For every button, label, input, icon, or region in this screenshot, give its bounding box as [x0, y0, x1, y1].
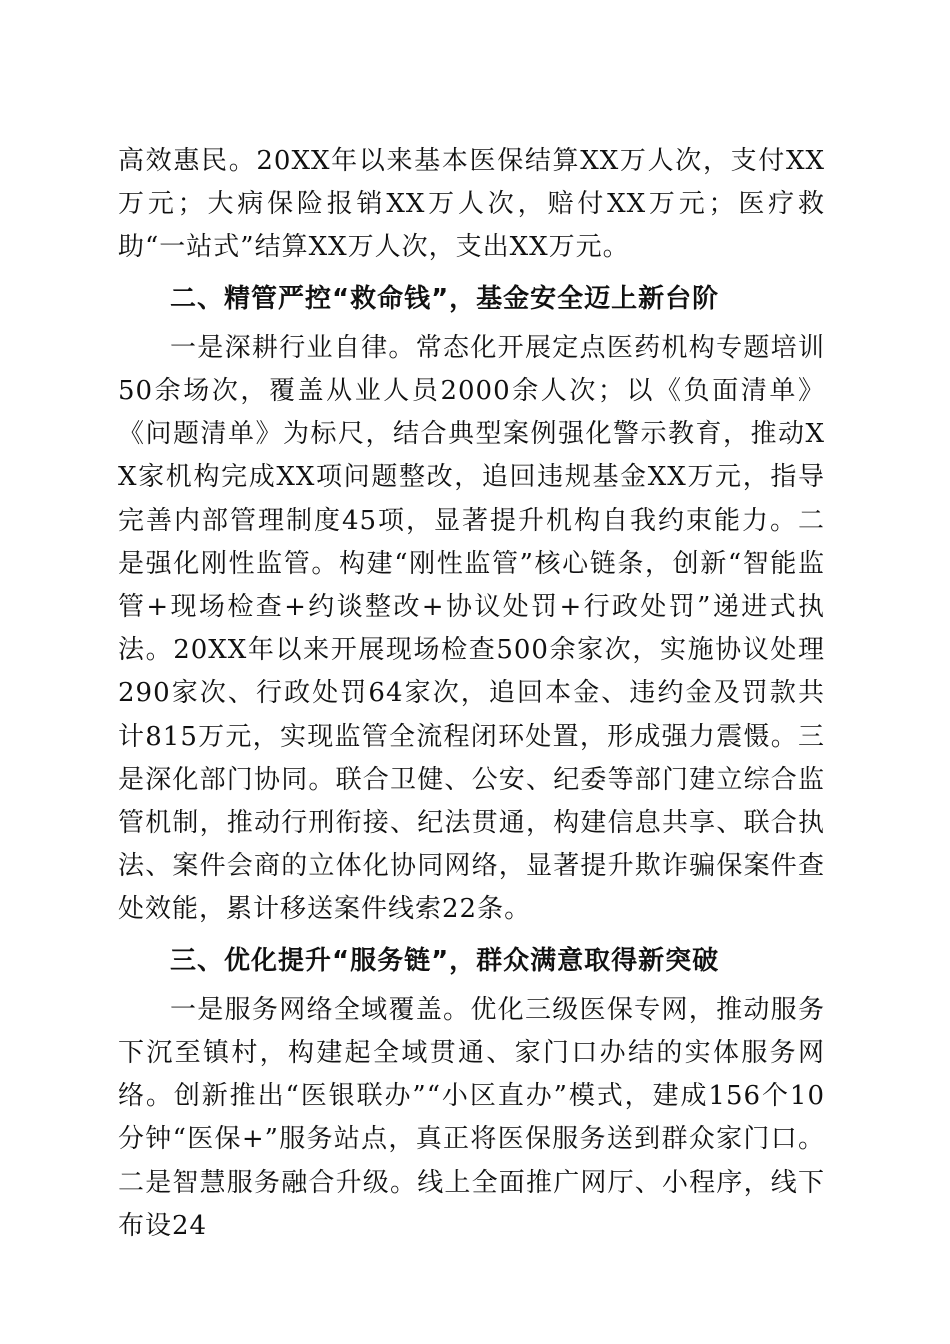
- section-heading-2: 二、精管严控“救命钱”，基金安全迈上新台阶: [170, 283, 720, 314]
- section-2-body: 一是深耕行业自律。常态化开展定点医药机构专题培训50余场次，覆盖从业人员2000余人次；以《负面清单》《问题清单》为标尺，结合典型案例强化警示教育，推动XX家机构完成XX项问题整改，追回违规基金XX万元，指导完善内部管理制度45项，显著提升机构自我约束能力。二是强化刚性监管。构建“刚性监管”核心链条，创新“智能监管+现场检查+约谈整改+协议处罚+行政处罚”递进式执法。20XX年以来开展现场检查500余家次，实施协议处理290家次、行政处罚64家次，追回本金、违约金及罚款共计815万元，实现监管全流程闭环处置，形成强力震慑。三是深化部门协同。联合卫健、公安、纪委等部门建立综合监管机制，推动行刑衔接、纪法贯通，构建信息共享、联合执法、案件会商的立体化协同网络，显著提升欺诈骗保案件查处效能，累计移送案件线索22条。: [118, 332, 825, 925]
- section-heading-3: 三、优化提升“服务链”，群众满意取得新突破: [170, 945, 720, 976]
- section-3-body: 一是服务网络全域覆盖。优化三级医保专网，推动服务下沉至镇村，构建起全域贯通、家门口办结的实体服务网络。创新推出“医银联办”“小区直办”模式，建成156个10分钟“医保+”服务站点，真正将医保服务送到群众家门口。二是智慧服务融合升级。线上全面推广网厅、小程序，线下布设24: [118, 994, 825, 1241]
- paragraph-continuation: 高效惠民。20XX年以来基本医保结算XX万人次，支付XX万元；大病保险报销XX万人次，赔付XX万元；医疗救助“一站式”结算XX万人次，支出XX万元。: [118, 146, 825, 263]
